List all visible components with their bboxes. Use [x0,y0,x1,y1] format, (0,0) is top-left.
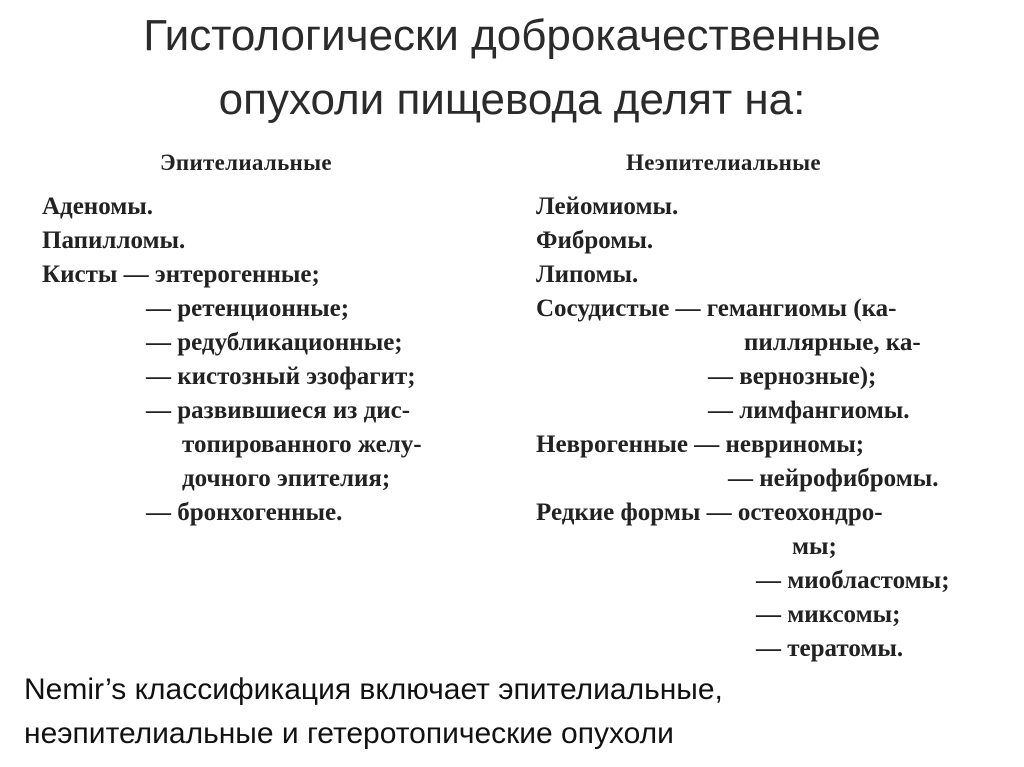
list-item: мы; [792,533,837,560]
list-item: Папилломы. [42,227,186,254]
list-item: — ретенционные; [146,295,350,322]
footer-note [24,668,723,756]
list-item: — миобластомы; [756,567,950,594]
epithelial-heading: Эпителиальные [160,150,332,175]
list-item: — лимфангиомы. [708,397,910,424]
list-item: — тератомы. [756,635,904,662]
list-item: Сосудистые — гемангиомы (ка- [536,295,897,322]
list-item: Неврогенные — невриномы; [536,431,865,458]
list-item: — миксомы; [756,601,901,628]
list-item: — бронхогенные. [146,499,343,526]
list-item: — кистозный эзофагит; [146,363,416,390]
list-item: Редкие формы — остеохондро- [536,499,883,526]
list-item: — вернозные); [708,363,877,390]
list-item: — нейрофибромы. [728,465,939,492]
list-item: Липомы. [536,261,639,288]
list-item: пиллярные, ка- [744,329,921,356]
footer-note-line-1: Nemir’s классификация включает эпителиальные, [24,673,723,706]
slide-title [0,4,1024,132]
list-item: Лейомиомы. [536,193,679,220]
footer-note-line-2: неэпителиальные и гетеротопические опухоли [24,717,674,750]
list-item: топированного желу- [182,431,422,458]
list-item: Фибромы. [536,227,654,254]
list-item: — развившиеся из дис- [146,397,411,424]
slide-title-line-2: опухоли пищевода делят на: [218,75,806,124]
slide-title-line-1: Гистологически доброкачественные [143,11,881,60]
list-item: дочного эпителия; [182,465,391,492]
list-item: Кисты — энтерогенные; [42,261,320,288]
list-item: Аденомы. [42,193,154,220]
list-item: — редубликационные; [146,329,403,356]
nonepithelial-heading: Неэпителиальные [626,150,821,175]
